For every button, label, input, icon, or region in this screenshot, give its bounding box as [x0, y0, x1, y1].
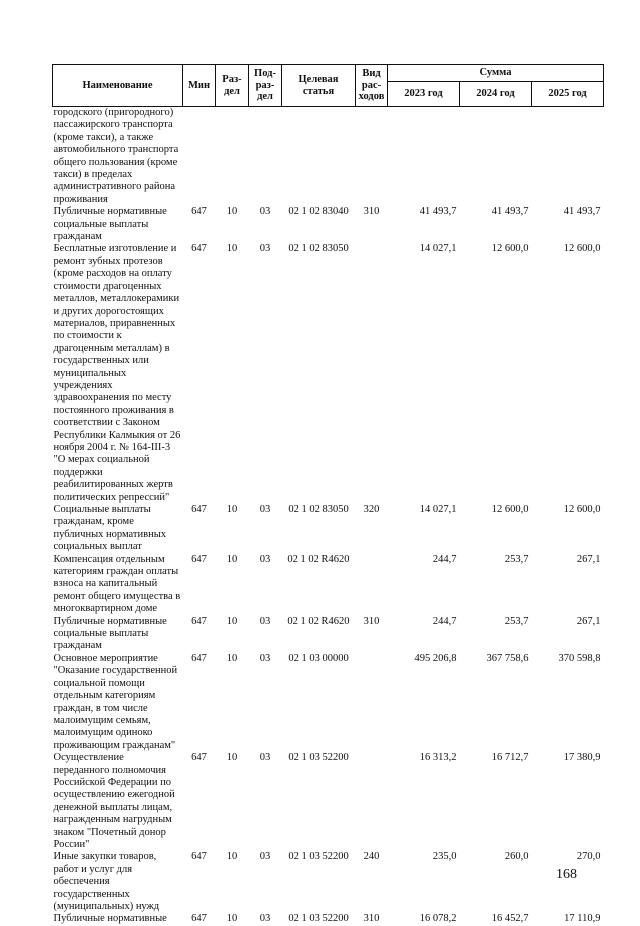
cell-min: 647 [191, 615, 207, 627]
cell-name: Бесплатные изготовление и ремонт зубных протезов (кроме расходов на оплату стоимости драгоценных металлов, металлокерамики и других дорогостоящих материалов, приравненных по стоимости к драгоценным металлам) в государственных или муниципальных учреждениях здравоохранения по месту постоянного проживания в соответствии с Законом Республики Калмыкия от 26 ноября 2004 г. № 164-III-3 "О мерах социальной поддержки реабилитированных жертв политических репрессий" [53, 243, 181, 503]
cell-2024: 12 600,0 [491, 243, 529, 255]
cell-cst: 02 1 02 R4620 [287, 553, 350, 565]
cell-name: Публичные нормативные социальные выплаты гражданам [53, 206, 167, 243]
table-row [53, 243, 604, 504]
cell-cst: 02 1 03 52200 [288, 913, 349, 925]
cell-2025: 12 600,0 [563, 504, 601, 515]
cell-2025 [532, 107, 604, 207]
table-row [53, 653, 604, 752]
cell-2023: 244,7 [432, 553, 457, 565]
cell-2024: 41 493,7 [491, 206, 529, 218]
cell-cst: 02 1 02 R4620 [287, 615, 350, 627]
cell-name: Иные закупки товаров, работ и услуг для обеспечения государственных (муниципальных) нужд [53, 851, 160, 912]
table-row [53, 913, 604, 925]
cell-vr [356, 752, 388, 851]
cell-2023: 235,0 [432, 851, 457, 863]
cell-2023: 14 027,1 [419, 243, 457, 255]
cell-2025: 17 110,9 [564, 913, 601, 925]
header-summa: Сумма [388, 65, 604, 82]
cell-vr [356, 653, 388, 752]
cell-vr [356, 243, 388, 504]
cell-podrazdel [249, 107, 282, 207]
cell-razdel: 10 [226, 752, 238, 764]
header-2024: 2024 год [460, 82, 532, 107]
cell-name: городского (пригородного) пассажирского транспорта (кроме такси), а также автомобильного транспорта общего пользования (кроме такси) в пределах административного района проживания [53, 107, 179, 205]
cell-name: Компенсация отдельным категориям граждан оплаты взноса на капитальный ремонт общего имущества в многоквартирном доме [53, 553, 181, 615]
cell-name: Публичные нормативные социальные выплаты гражданам [53, 615, 167, 652]
table-row [53, 752, 604, 851]
cell-2023 [388, 107, 460, 207]
cell-min: 647 [191, 752, 207, 764]
cell-2025: 41 493,7 [563, 206, 601, 218]
cell-cst: 02 1 02 83050 [288, 504, 349, 515]
header-vr: Вид рас- ходов [356, 65, 388, 107]
table-row [53, 206, 604, 243]
cell-vr: 320 [363, 504, 380, 515]
cell-vr: 310 [363, 913, 380, 925]
cell-razdel: 10 [226, 504, 238, 515]
table-row [53, 851, 604, 913]
cell-2023: 244,7 [432, 615, 457, 627]
cell-min [183, 107, 216, 207]
cell-razdel: 10 [226, 615, 238, 627]
header-cst: Целевая статья [282, 65, 356, 107]
cell-name: Осуществление переданного полномочия Российской Федерации по осуществлению ежегодной денежной выплаты лицам, награжденным нагрудным знаком "Почетный донор России" [53, 752, 175, 850]
cell-vr [356, 554, 388, 616]
cell-2025: 17 380,9 [563, 752, 601, 764]
cell-2023: 14 027,1 [419, 504, 457, 515]
header-podrazdel: Под- раз- дел [249, 65, 282, 107]
cell-cst [282, 107, 356, 207]
cell-min: 647 [191, 243, 207, 255]
cell-2023: 16 313,2 [419, 752, 457, 764]
cell-cst: 02 1 03 52200 [288, 752, 349, 764]
cell-min: 647 [191, 851, 207, 863]
table-row [53, 616, 604, 653]
cell-min: 647 [191, 504, 207, 515]
cell-razdel: 10 [226, 553, 238, 565]
cell-podrazdel: 03 [259, 504, 271, 515]
cell-cst: 02 1 02 83040 [288, 206, 349, 218]
table-body [53, 107, 604, 926]
cell-cst: 02 1 03 00000 [288, 652, 349, 664]
cell-2023: 495 206,8 [414, 652, 457, 664]
cell-min: 647 [191, 206, 207, 218]
cell-razdel: 10 [226, 206, 238, 218]
cell-razdel [216, 107, 249, 207]
cell-vr: 240 [363, 851, 380, 863]
cell-podrazdel: 03 [259, 553, 271, 565]
cell-2025: 270,0 [576, 851, 601, 863]
cell-podrazdel: 03 [259, 913, 271, 925]
cell-razdel: 10 [226, 851, 238, 863]
cell-2024: 253,7 [504, 615, 529, 627]
cell-vr: 310 [363, 206, 380, 218]
budget-table [52, 64, 604, 926]
table-row [53, 504, 604, 554]
cell-2024: 16 452,7 [491, 913, 529, 925]
header-min: Мин [183, 65, 216, 107]
cell-cst: 02 1 02 83050 [288, 243, 349, 255]
cell-2025: 12 600,0 [563, 243, 601, 255]
header-2025: 2025 год [532, 82, 604, 107]
cell-min: 647 [191, 652, 207, 664]
cell-name: Основное мероприятие "Оказание государственной социальной помощи отдельным категориям граждан, в том числе малоимущим семьям, малоимущим одиноко проживающим гражданам" [53, 652, 178, 751]
header-name: Наименование [53, 65, 183, 107]
cell-podrazdel: 03 [259, 615, 271, 627]
cell-podrazdel: 03 [259, 206, 271, 218]
cell-vr: 310 [363, 615, 380, 627]
header-2023: 2023 год [388, 82, 460, 107]
cell-2025: 370 598,8 [558, 652, 601, 664]
cell-podrazdel: 03 [259, 652, 271, 664]
cell-min: 647 [191, 913, 207, 925]
cell-2023: 41 493,7 [419, 206, 457, 218]
cell-2025: 267,1 [576, 615, 601, 627]
cell-name: Публичные нормативные [53, 913, 167, 925]
table-header [53, 65, 604, 107]
cell-podrazdel: 03 [259, 243, 271, 255]
cell-razdel: 10 [226, 913, 238, 925]
cell-razdel: 10 [226, 652, 238, 664]
table-row [53, 554, 604, 616]
cell-vr [356, 107, 388, 207]
cell-cst: 02 1 03 52200 [288, 851, 349, 863]
cell-2024 [460, 107, 532, 207]
page-number: 168 [556, 867, 577, 882]
cell-2024: 260,0 [504, 851, 529, 863]
cell-2025: 267,1 [576, 553, 601, 565]
cell-2024: 12 600,0 [491, 504, 529, 515]
cell-podrazdel: 03 [259, 752, 271, 764]
cell-podrazdel: 03 [259, 851, 271, 863]
header-razdel: Раз- дел [216, 65, 249, 107]
cell-2023: 16 078,2 [419, 913, 457, 925]
cell-2024: 367 758,6 [486, 652, 529, 664]
cell-min: 647 [191, 553, 207, 565]
cell-name: Социальные выплаты гражданам, кроме публичных нормативных социальных выплат [53, 504, 167, 553]
cell-razdel: 10 [226, 243, 238, 255]
cell-2024: 16 712,7 [491, 752, 529, 764]
cell-2024: 253,7 [504, 553, 529, 565]
table-row [53, 107, 604, 207]
